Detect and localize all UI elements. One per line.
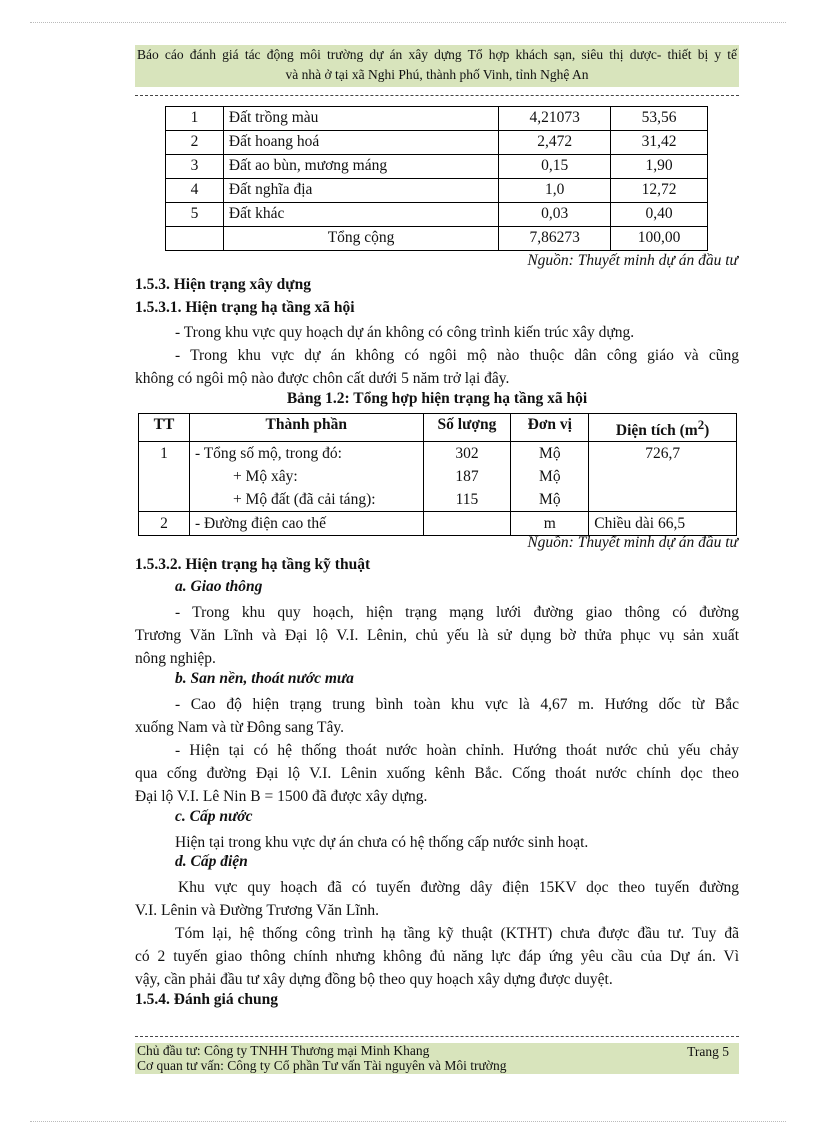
cell-name: Đất trồng màu (223, 107, 498, 131)
total-pct: 100,00 (611, 227, 708, 251)
table-row (139, 512, 737, 536)
land-use-table (165, 106, 708, 251)
heading-1-5-4: 1.5.4. Đánh giá chung (135, 991, 278, 1008)
table-row (166, 131, 708, 155)
paragraph-transport-3: nông nghiệp. (135, 650, 216, 667)
header-qty: Số lượng (423, 414, 511, 442)
footer-consultant: Cơ quan tư vấn: Công ty Cổ phần Tư vấn Tài nguyên và Môi trường (137, 1058, 507, 1073)
paragraph-drainage-5: Đại lộ V.I. Lê Nin B = 1500 đã được xây dựng. (135, 788, 428, 805)
total-label: Tổng cộng (223, 227, 498, 251)
cell-name: Đất ao bùn, mương máng (223, 155, 498, 179)
table-total-row (166, 227, 708, 251)
cell-name: Đất hoang hoá (223, 131, 498, 155)
footer-divider (135, 1036, 739, 1037)
paragraph-drainage-3: - Hiện tại có hệ thống thoát nước hoàn chỉnh. Hướng thoát nước chủ yếu chảy (175, 742, 739, 759)
header-line-1: Báo cáo đánh giá tác động môi trường dự án xây dựng Tổ hợp khách sạn, siêu thị dược- thiết bị y tế (137, 47, 737, 62)
table-row (166, 203, 708, 227)
paragraph-social-2a: - Trong khu vực dự án không có ngôi mộ nào thuộc dân công giáo và cũng (175, 347, 739, 364)
subheading-water-supply: c. Cấp nước (175, 808, 253, 825)
source-note-1: Nguồn: Thuyết minh dự án đầu tư (527, 252, 738, 269)
subheading-transport: a. Giao thông (175, 578, 263, 595)
page-bottom-border (30, 1121, 786, 1122)
heading-1-5-3-2: 1.5.3.2. Hiện trạng hạ tầng kỹ thuật (135, 556, 371, 573)
page-header (135, 45, 739, 87)
cell-no: 2 (166, 131, 224, 155)
cell-pct: 53,56 (611, 107, 708, 131)
cell-name: Đất nghĩa địa (223, 179, 498, 203)
header-line-2: và nhà ở tại xã Nghi Phú, thành phố Vinh, tỉnh Nghệ An (285, 67, 589, 82)
paragraph-summary-2: có 2 tuyến giao thông chính nhưng không đủ năng lực đáp ứng yêu cầu của Dự án. Vì (135, 948, 739, 965)
cell-area: Chiều dài 66,5 (589, 512, 737, 536)
subheading-power-supply: d. Cấp điện (175, 853, 248, 870)
source-note-2: Nguồn: Thuyết minh dự án đầu tư (527, 534, 738, 551)
cell-component: - Tổng số mộ, trong đó: + Mộ xây: + Mộ đất (đã cải táng): (189, 442, 423, 512)
cell-area: 1,0 (499, 179, 611, 203)
cell-qty (423, 512, 511, 536)
cell-unit: Mộ Mộ Mộ (511, 442, 589, 512)
cell-no: 1 (166, 107, 224, 131)
header-divider (135, 95, 739, 96)
header-tt: TT (139, 414, 190, 442)
paragraph-summary-3: vậy, cần phải đầu tư xây dựng đồng bộ theo quy hoạch xây dựng được duyệt. (135, 971, 613, 988)
paragraph-transport-1: - Trong khu quy hoạch, hiện trạng mạng lưới đường giao thông có đường (175, 604, 739, 621)
cell-pct: 1,90 (611, 155, 708, 179)
total-area: 7,86273 (499, 227, 611, 251)
table-row (166, 179, 708, 203)
paragraph-drainage-4: qua cống đường Đại lộ V.I. Lênin xuống kênh Bắc. Cống thoát nước chính dọc theo (135, 765, 739, 782)
heading-1-5-3: 1.5.3. Hiện trạng xây dựng (135, 276, 311, 293)
cell-empty (166, 227, 224, 251)
cell-area: 4,21073 (499, 107, 611, 131)
paragraph-summary-1: Tóm lại, hệ thống công trình hạ tầng kỹ thuật (KTHT) chưa được đầu tư. Tuy đã (175, 925, 739, 942)
cell-qty: 302 187 115 (423, 442, 511, 512)
cell-pct: 12,72 (611, 179, 708, 203)
page-top-border (30, 22, 786, 23)
social-infrastructure-table (138, 413, 737, 536)
header-component: Thành phần (189, 414, 423, 442)
cell-no: 3 (166, 155, 224, 179)
header-unit: Đơn vị (511, 414, 589, 442)
cell-area: 0,03 (499, 203, 611, 227)
header-area: Diện tích $(m^2)$ (589, 414, 737, 442)
paragraph-power-2: V.I. Lênin và Đường Trương Văn Lĩnh. (135, 902, 380, 919)
cell-pct: 31,42 (611, 131, 708, 155)
paragraph-social-1: - Trong khu vực quy hoạch dự án không có công trình kiến trúc xây dựng. (175, 324, 635, 341)
cell-unit: m (511, 512, 589, 536)
paragraph-power-1: Khu vực quy hoạch đã có tuyến đường dây điện 15KV dọc theo tuyến đường (178, 879, 739, 896)
table-row (166, 107, 708, 131)
table-2-title: Bảng 1.2: Tổng hợp hiện trạng hạ tầng xã hội (286, 390, 588, 407)
cell-pct: 0,40 (611, 203, 708, 227)
page-number: Trang 5 (687, 1044, 729, 1059)
cell-name: Đất khác (223, 203, 498, 227)
cell-component: - Đường điện cao thế (189, 512, 423, 536)
cell-no: 5 (166, 203, 224, 227)
cell-area: 2,472 (499, 131, 611, 155)
paragraph-social-2b: không có ngôi mộ nào được chôn cất dưới 5 năm trở lại đây. (135, 370, 510, 387)
paragraph-transport-2: Trương Văn Lĩnh và Đại lộ V.I. Lênin, chủ yếu là sử dụng bờ thửa phục vụ sản xuất (135, 627, 739, 644)
paragraph-water-supply: Hiện tại trong khu vực dự án chưa có hệ thống cấp nước sinh hoạt. (175, 834, 589, 851)
table-row (139, 442, 737, 512)
page-footer (135, 1043, 739, 1074)
cell-area: 0,15 (499, 155, 611, 179)
cell-area: 726,7 (589, 442, 737, 512)
cell-tt: 1 (139, 442, 190, 512)
footer-owner: Chủ đầu tư: Công ty TNHH Thương mại Minh Khang (137, 1043, 430, 1058)
table-header-row (139, 414, 737, 442)
cell-tt: 2 (139, 512, 190, 536)
paragraph-drainage-1: - Cao độ hiện trạng trung bình toàn khu vực là 4,67 m. Hướng dốc từ Bắc (175, 696, 739, 713)
table-row (166, 155, 708, 179)
cell-no: 4 (166, 179, 224, 203)
paragraph-drainage-2: xuống Nam và từ Đông sang Tây. (135, 719, 345, 736)
subheading-drainage: b. San nền, thoát nước mưa (175, 670, 354, 687)
heading-1-5-3-1: 1.5.3.1. Hiện trạng hạ tầng xã hội (135, 299, 355, 316)
